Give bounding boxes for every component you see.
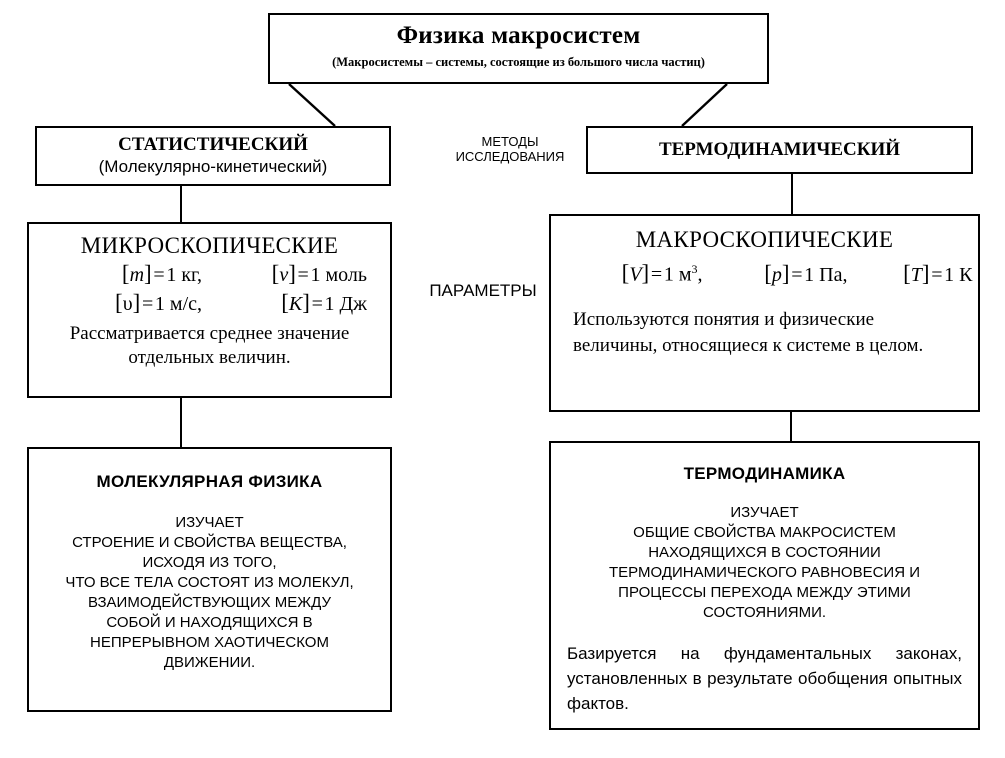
macroscopic-description: Используются понятия и физические величины, относящиеся к системе в целом. <box>573 308 924 356</box>
formula-volume-exponent: 3 <box>691 262 698 276</box>
molecular-physics-body-line: НЕПРЕРЫВНОМ ХАОТИЧЕСКОМ <box>90 634 329 651</box>
molecular-physics-body-line: ДВИЖЕНИИ. <box>163 654 256 671</box>
formula-mass: [m] = 1 кг, <box>121 261 202 286</box>
microscopic-description <box>29 318 390 370</box>
thermodynamics-body-line: ПРОЦЕССЫ ПЕРЕХОДА МЕЖДУ ЭТИМИ <box>618 584 911 601</box>
thermodynamics-note: Базируется на фундаментальных законах, установленных в результате обобщения опытных фактов. <box>567 644 962 713</box>
microscopic-description-line2: отдельных величин. <box>128 347 291 368</box>
connector-microscopic-to-molecular-physics <box>180 397 182 449</box>
formula-amount-symbol: ν <box>279 264 289 286</box>
macroscopic-heading: МАКРОСКОПИЧЕСКИЕ <box>635 227 894 252</box>
formula-pressure-symbol: p <box>771 263 782 286</box>
formula-volume-tail: , <box>697 263 703 286</box>
connector-macroscopic-to-thermodynamics <box>790 410 792 443</box>
molecular-physics-body-line: СТРОЕНИЕ И СВОЙСТВА ВЕЩЕСТВА, <box>72 534 347 551</box>
formula-temperature: [T] = 1 К <box>903 260 973 286</box>
statistical-method-box <box>35 126 391 186</box>
connector-statistical-to-microscopic <box>180 186 182 224</box>
formula-amount-value: 1 моль <box>310 264 367 286</box>
formula-amount: [ν] = 1 моль <box>271 261 367 286</box>
formula-temperature-value: 1 К <box>944 263 973 286</box>
title-subtitle: (Макросистемы – системы, состоящие из большого числа частиц) <box>332 55 705 69</box>
molecular-physics-title: МОЛЕКУЛЯРНАЯ ФИЗИКА <box>96 472 323 491</box>
title-box <box>268 13 769 84</box>
formula-velocity-value: 1 м/с, <box>154 293 202 315</box>
macroscopic-parameters-box <box>549 214 980 412</box>
formula-temperature-symbol: T <box>910 263 922 286</box>
molecular-physics-body-line: ЧТО ВСЕ ТЕЛА СОСТОЯТ ИЗ МОЛЕКУЛ, <box>65 574 354 591</box>
thermodynamics-body-line: СОСТОЯНИЯМИ. <box>702 604 827 621</box>
formula-pressure-value: 1 Па, <box>804 263 848 286</box>
methods-label-line2: ИССЛЕДОВАНИЯ <box>455 149 565 164</box>
microscopic-formula-row-2 <box>29 289 390 318</box>
microscopic-parameters-box <box>27 222 392 398</box>
microscopic-description-line1: Рассматривается среднее значение <box>69 323 350 344</box>
connector-thermodynamic-to-macroscopic <box>791 173 793 216</box>
thermodynamics-body-line: ОБЩИЕ СВОЙСТВА МАКРОСИСТЕМ <box>633 524 896 541</box>
formula-volume-symbol: V <box>629 263 642 286</box>
statistical-method-title: СТАТИСТИЧЕСКИЙ <box>118 134 308 155</box>
molecular-physics-body-line: ИСХОДЯ ИЗ ТОГО, <box>142 554 277 571</box>
parameters-label: ПАРАМЕТРЫ <box>429 281 537 300</box>
thermodynamic-method-title: ТЕРМОДИНАМИЧЕСКИЙ <box>658 139 901 160</box>
thermodynamics-body-line: ТЕРМОДИНАМИЧЕСКОГО РАВНОВЕСИЯ И <box>609 564 920 581</box>
formula-pressure: [p] = 1 Па, <box>764 260 848 286</box>
page-title: Физика макросистем <box>396 22 641 49</box>
molecular-physics-box <box>27 447 392 712</box>
molecular-physics-body-line: СОБОЙ И НАХОДЯЩИХСЯ В <box>106 614 313 631</box>
molecular-physics-body-line: ВЗАИМОДЕЙСТВУЮЩИХ МЕЖДУ <box>87 594 332 611</box>
formula-mass-value: 1 кг, <box>166 264 202 286</box>
formula-velocity-symbol: υ <box>122 293 133 315</box>
thermodynamics-body <box>551 485 978 623</box>
macroscopic-formula-row <box>551 254 978 289</box>
formula-mass-symbol: m <box>129 264 145 286</box>
formula-volume: [V] = 1 $м^3$, <box>621 260 703 286</box>
microscopic-formula-row-1 <box>29 260 390 289</box>
microscopic-heading: МИКРОСКОПИЧЕСКИЕ <box>80 233 339 258</box>
molecular-physics-body-line: ИЗУЧАЕТ <box>175 514 244 531</box>
statistical-method-subtitle: (Молекулярно-кинетический) <box>98 157 328 176</box>
formula-volume-value: 1 м <box>663 263 692 286</box>
thermodynamic-method-box <box>586 126 973 174</box>
methods-label-line1: МЕТОДЫ <box>481 134 539 149</box>
formula-energy-value: 1 Дж <box>324 293 367 315</box>
formula-velocity: [υ] = 1 м/с, <box>115 290 202 315</box>
thermodynamics-body-line: ИЗУЧАЕТ <box>730 504 799 521</box>
thermodynamics-body-line: НАХОДЯЩИХСЯ В СОСТОЯНИИ <box>648 544 881 561</box>
formula-energy-symbol: K <box>288 293 303 315</box>
methods-of-research-label <box>440 134 580 164</box>
formula-energy: [K] = 1 Дж <box>281 290 367 315</box>
thermodynamics-box <box>549 441 980 730</box>
molecular-physics-body <box>29 493 390 673</box>
thermodynamics-title: ТЕРМОДИНАМИКА <box>683 464 846 483</box>
